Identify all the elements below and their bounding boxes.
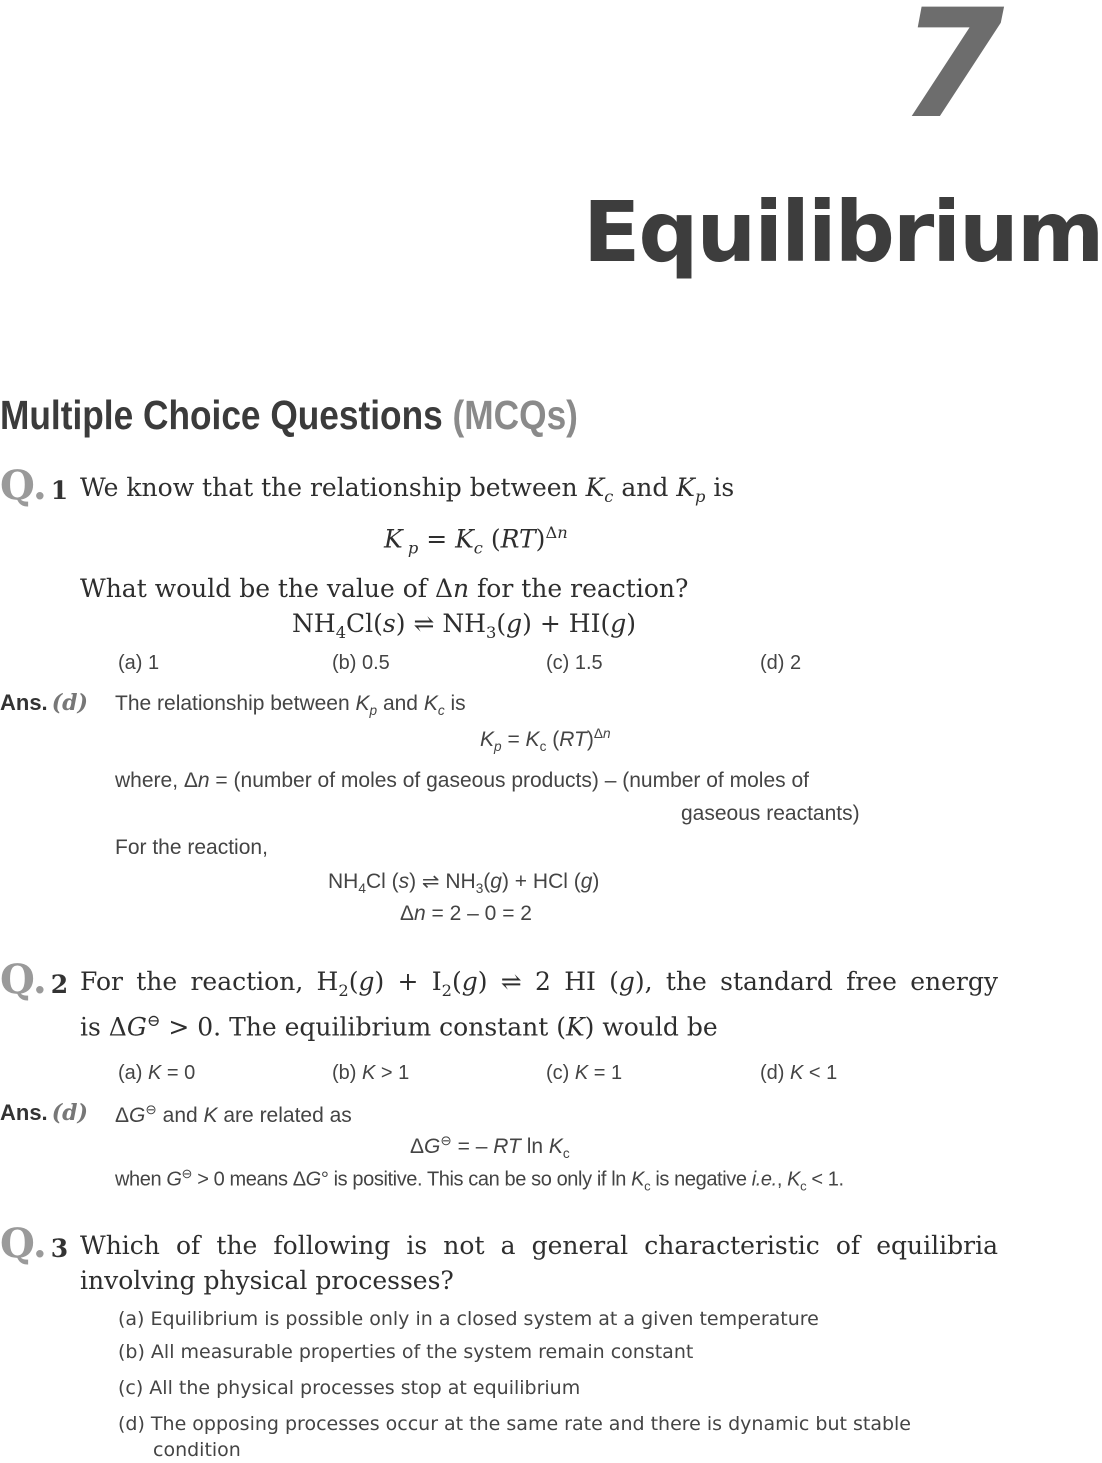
q2-option-b[interactable]: (b) K > 1 bbox=[332, 1062, 410, 1084]
q3-option-a[interactable]: (a) Equilibrium is possible only in a closed system at a given temperature bbox=[118, 1308, 819, 1330]
question-2-stem-line-1: For the reaction, $H_2(g) + I_2(g)$ ⇌ 2 HI (g), the standard free energy bbox=[80, 967, 998, 1000]
q1-option-d[interactable]: (d) 2 bbox=[760, 652, 802, 674]
q2-option-c[interactable]: (c) K = 1 bbox=[546, 1062, 623, 1084]
answer-choice: (d) bbox=[51, 690, 88, 716]
question-1-formula: K $_p = K_c$ (RT)$^{\Delta n}$ bbox=[384, 523, 568, 558]
q2-answer-line-3: when G⊖ > 0 means ΔG° is positive. This can be so only if $\ln K_c$ is negative i.e., $K_c < 1$. bbox=[115, 1166, 844, 1194]
q2-answer-line-1: ΔG⊖ and K are related as bbox=[115, 1102, 352, 1127]
question-1-reaction: $NH_4Cl(s)$ ⇌ $NH_3(g) + HI(g)$ bbox=[292, 609, 636, 642]
question-marker: Q. bbox=[0, 956, 47, 1003]
q1-option-c[interactable]: (c) 1.5 bbox=[546, 652, 603, 674]
section-title: Multiple Choice Questions bbox=[0, 392, 443, 438]
q1-answer-label bbox=[0, 690, 88, 716]
q2-answer-formula: ΔG⊖ = – RT $\ln K_c$ bbox=[410, 1133, 570, 1162]
section-tag: (MCQs) bbox=[452, 392, 578, 438]
question-3-header bbox=[0, 1220, 68, 1267]
question-number: 1 bbox=[50, 476, 69, 505]
q3-option-d[interactable]: (d) The opposing processes occur at the same rate and there is dynamic but stable condition bbox=[118, 1413, 911, 1461]
answer-label: Ans. bbox=[0, 690, 48, 715]
question-marker: Q. bbox=[0, 1220, 47, 1267]
q1-answer-line-5: For the reaction, bbox=[115, 836, 268, 859]
question-3-stem-line-2: involving physical processes? bbox=[80, 1266, 454, 1295]
q1-answer-result: Δn = 2 – 0 = 2 bbox=[400, 902, 532, 925]
question-1-stem: We know that the relationship between $K_c$ and $K_p$ is bbox=[80, 473, 735, 506]
chapter-title: Equilibrium bbox=[583, 183, 1102, 281]
question-1-prompt: What would be the value of Δn for the reaction? bbox=[80, 574, 689, 603]
q1-option-b[interactable]: (b) 0.5 bbox=[332, 652, 390, 674]
q3-option-b[interactable]: (b) All measurable properties of the system remain constant bbox=[118, 1341, 694, 1363]
q1-option-a[interactable]: (a) 1 bbox=[118, 652, 160, 674]
question-2-header bbox=[0, 956, 68, 1003]
question-number: 2 bbox=[50, 970, 69, 999]
q2-answer-label bbox=[0, 1100, 88, 1126]
q3-option-c[interactable]: (c) All the physical processes stop at equilibrium bbox=[118, 1377, 581, 1399]
section-heading bbox=[0, 392, 578, 439]
question-2-stem-line-2: is ΔG⊖ > 0. The equilibrium constant (K) would be bbox=[80, 1011, 718, 1042]
question-1-header bbox=[0, 462, 68, 509]
q1-answer-reaction: $NH_4Cl$ (s) ⇌ $NH_3(g)$ + HCl (g) bbox=[328, 870, 600, 897]
question-3-stem-line-1: Which of the following is not a general characteristic of equilibria bbox=[80, 1231, 998, 1260]
q1-answer-line-4: gaseous reactants) bbox=[681, 802, 860, 825]
question-number: 3 bbox=[50, 1234, 69, 1263]
q1-answer-line-1: The relationship between $K_p$ and $K_c$ is bbox=[115, 692, 466, 719]
q1-answer-line-3: where, Δn = (number of moles of gaseous products) – (number of moles of bbox=[115, 769, 809, 792]
q2-option-a[interactable]: (a) K = 0 bbox=[118, 1062, 196, 1084]
chapter-number: 7 bbox=[900, 0, 1005, 152]
question-marker: Q. bbox=[0, 462, 47, 509]
answer-label: Ans. bbox=[0, 1100, 48, 1125]
q2-option-d[interactable]: (d) K < 1 bbox=[760, 1062, 838, 1084]
answer-choice: (d) bbox=[51, 1100, 88, 1126]
q1-answer-formula: $K_p = K_c$ (RT)$^{\Delta n}$ bbox=[480, 726, 611, 755]
